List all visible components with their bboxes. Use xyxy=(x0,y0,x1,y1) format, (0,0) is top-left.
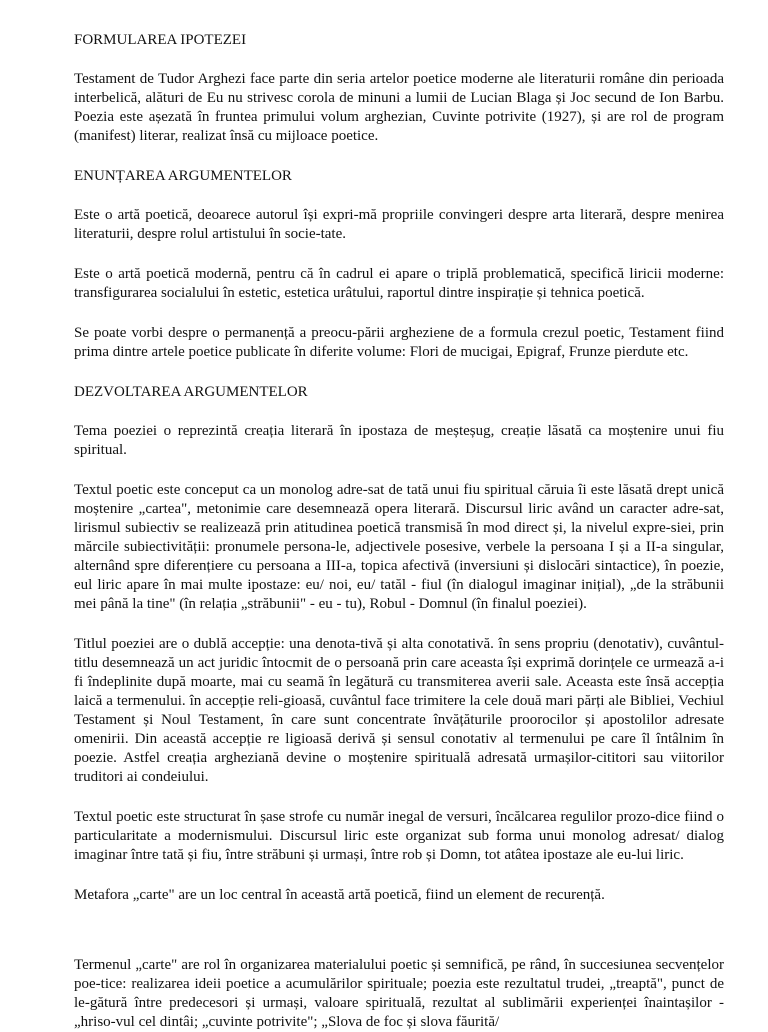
heading-dezvoltarea-argumentelor: DEZVOLTAREA ARGUMENTELOR xyxy=(74,384,308,400)
paragraph-argument-3: Se poate vorbi despre o permanență a preocu-pării argheziene de a formula crezul poetic, Testament fiind prima dintre artele poetice publicate în diferite volume: Flori de mucigai, Epigraf, Frunze pierdute etc. xyxy=(74,325,724,360)
paragraph-termenul-carte: Termenul „carte" are rol în organizarea materialului poetic și semnifică, pe rând, în succesiunea secvențelor poe-tice: realizarea ideii poetice a acumulărilor spirituale; poezia este rezultatul trudei, „treaptă", punct de le-gătură între predecesori și urmași, valoare spirituală, rezultat al sublimării experienței înaintașilor - „hriso-vul cel dintâi; „cuvinte potrivite"; „Slova de foc și slova făurită/ xyxy=(74,957,724,1030)
heading-enuntarea-argumentelor: ENUNȚAREA ARGUMENTELOR xyxy=(74,168,292,184)
heading-formularea-ipotezei: FORMULAREA IPOTEZEI xyxy=(74,32,247,48)
paragraph-tema: Tema poeziei o reprezintă creația literară în ipostaza de meșteșug, creație lăsată ca moștenire unui fiu spiritual. xyxy=(74,423,724,458)
paragraph-metafora: Metafora „carte" are un loc central în această artă poetică, fiind un element de recurență. xyxy=(74,887,605,903)
paragraph-structura: Textul poetic este structurat în șase strofe cu număr inegal de versuri, încălcarea regulilor prozo-dice fiind o particularitate a modernismului. Discursul liric este organizat sub forma unui monolog adresat/ dialog imaginar între tată și fiu, între străbuni și urmași, între rob și Domn, tot atâtea ipostaze ale eu-lui liric. xyxy=(74,809,724,863)
paragraph-argument-1: Este o artă poetică, deoarece autorul își expri-mă propriile convingeri despre arta literară, despre menirea literaturii, despre rolul artistului în socie-tate. xyxy=(74,207,724,242)
paragraph-intro: Testament de Tudor Arghezi face parte din seria artelor poetice moderne ale literaturii române din perioada interbelică, alături de Eu nu strivesc corola de minuni a lumii de Lucian Blaga și Joc secund de Ion Barbu. Poezia este așezată în fruntea primului volum arghezian, Cuvinte potrivite (1927), și are rol de program (manifest) literar, realizat însă cu mijloace poetice. xyxy=(74,71,724,144)
paragraph-argument-2: Este o artă poetică modernă, pentru că în cadrul ei apare o triplă problematică, specifică liricii moderne: transfigurarea socialului în estetic, estetica urâtului, raportul dintre inspirație și tehnica poetică. xyxy=(74,266,724,301)
paragraph-monolog: Textul poetic este conceput ca un monolog adre-sat de tată unui fiu spiritual căruia îi este lăsată drept unică moștenire „cartea", metonimie care desemnează opera literară. Discursul liric având un caracter adre-sat, lirismul subiectiv se realizează prin atitudinea poetică transmisă în mod direct și, la nivelul expre-siei, prin mărcile subiectivității: pronumele persona-le, adjectivele posesive, verbele la persoana I și a II-a singular, alternând spre diferențiere cu persoana a III-a, topica afectivă (inversiuni și dislocări sintactice), în poezie, eul liric apare în mai multe ipostaze: eu/ noi, eu/ tatăl - fiul (în dialogul imaginar inițial), „de la străbunii mei până la tine" (în relația „străbunii" - eu - tu), Robul - Domnul (în finalul poeziei). xyxy=(74,482,724,612)
paragraph-titlu: Titlul poeziei are o dublă accepție: una denota-tivă și alta conotativă. în sens propriu (denotativ), cuvântul-titlu desemnează un act juridic întocmit de o persoană prin care aceasta își exprimă dorințele ce urmează a-i fi îndeplinite după moarte, mai cu seamă în legătură cu transmiterea averii sale. Aceasta este însă accepția laică a termenului. în accepție reli-gioasă, cuvântul face trimitere la cele două mari părți ale Bibliei, Vechiul Testament și Noul Testament, în care sunt concentrate învățăturile proorocilor și apostolilor adresate omenirii. Din această accepție re ligioasă derivă și sensul conotativ al termenului pe care îl întâlnim în poezie. Astfel creația argheziană devine o moștenire spirituală adresată urmașilor-cititori sau viitorilor truditori ai condeiului. xyxy=(74,636,724,785)
